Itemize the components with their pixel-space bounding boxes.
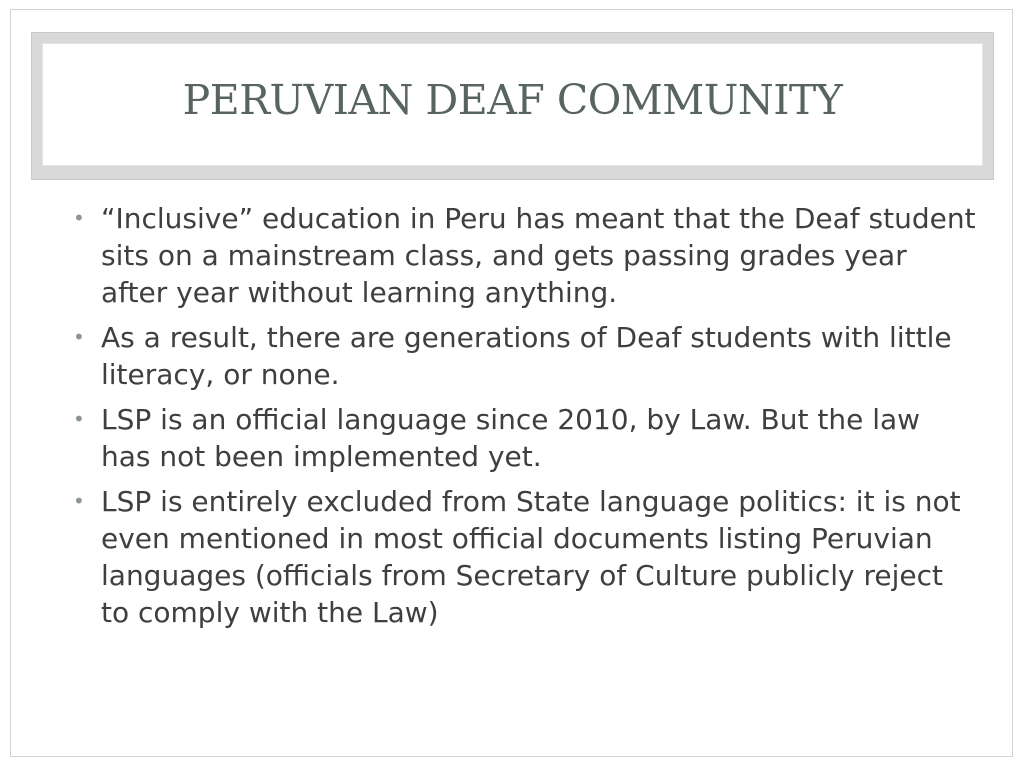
bullet-item-1	[73, 200, 978, 311]
bullet-text-4: LSP is entirely excluded from State language politics: it is not even mentioned in most official documents listing Peruvian languages (officials from Secretary of Culture publicly reject to comply with the Law)	[101, 485, 961, 629]
bullet-text-1: “Inclusive” education in Peru has meant that the Deaf student sits on a mainstream class, and gets passing grades year after year without learning anything.	[101, 202, 976, 309]
bullet-dot-icon: •	[73, 489, 85, 513]
title-box	[42, 43, 983, 166]
bullet-text-2: As a result, there are generations of Deaf students with little literacy, or none.	[101, 321, 952, 391]
bullet-text-3: LSP is an official language since 2010, by Law. But the law has not been implemented yet.	[101, 403, 921, 473]
bullet-item-2	[73, 319, 978, 393]
bullet-item-3	[73, 401, 978, 475]
bullet-dot-icon: •	[73, 325, 85, 349]
bullet-item-4	[73, 483, 978, 631]
slide-title: PERUVIAN DEAF COMMUNITY	[182, 76, 843, 124]
bullet-dot-icon: •	[73, 407, 85, 431]
bullet-dot-icon: •	[73, 206, 85, 230]
bullet-list	[73, 200, 978, 639]
title-frame	[31, 32, 994, 180]
